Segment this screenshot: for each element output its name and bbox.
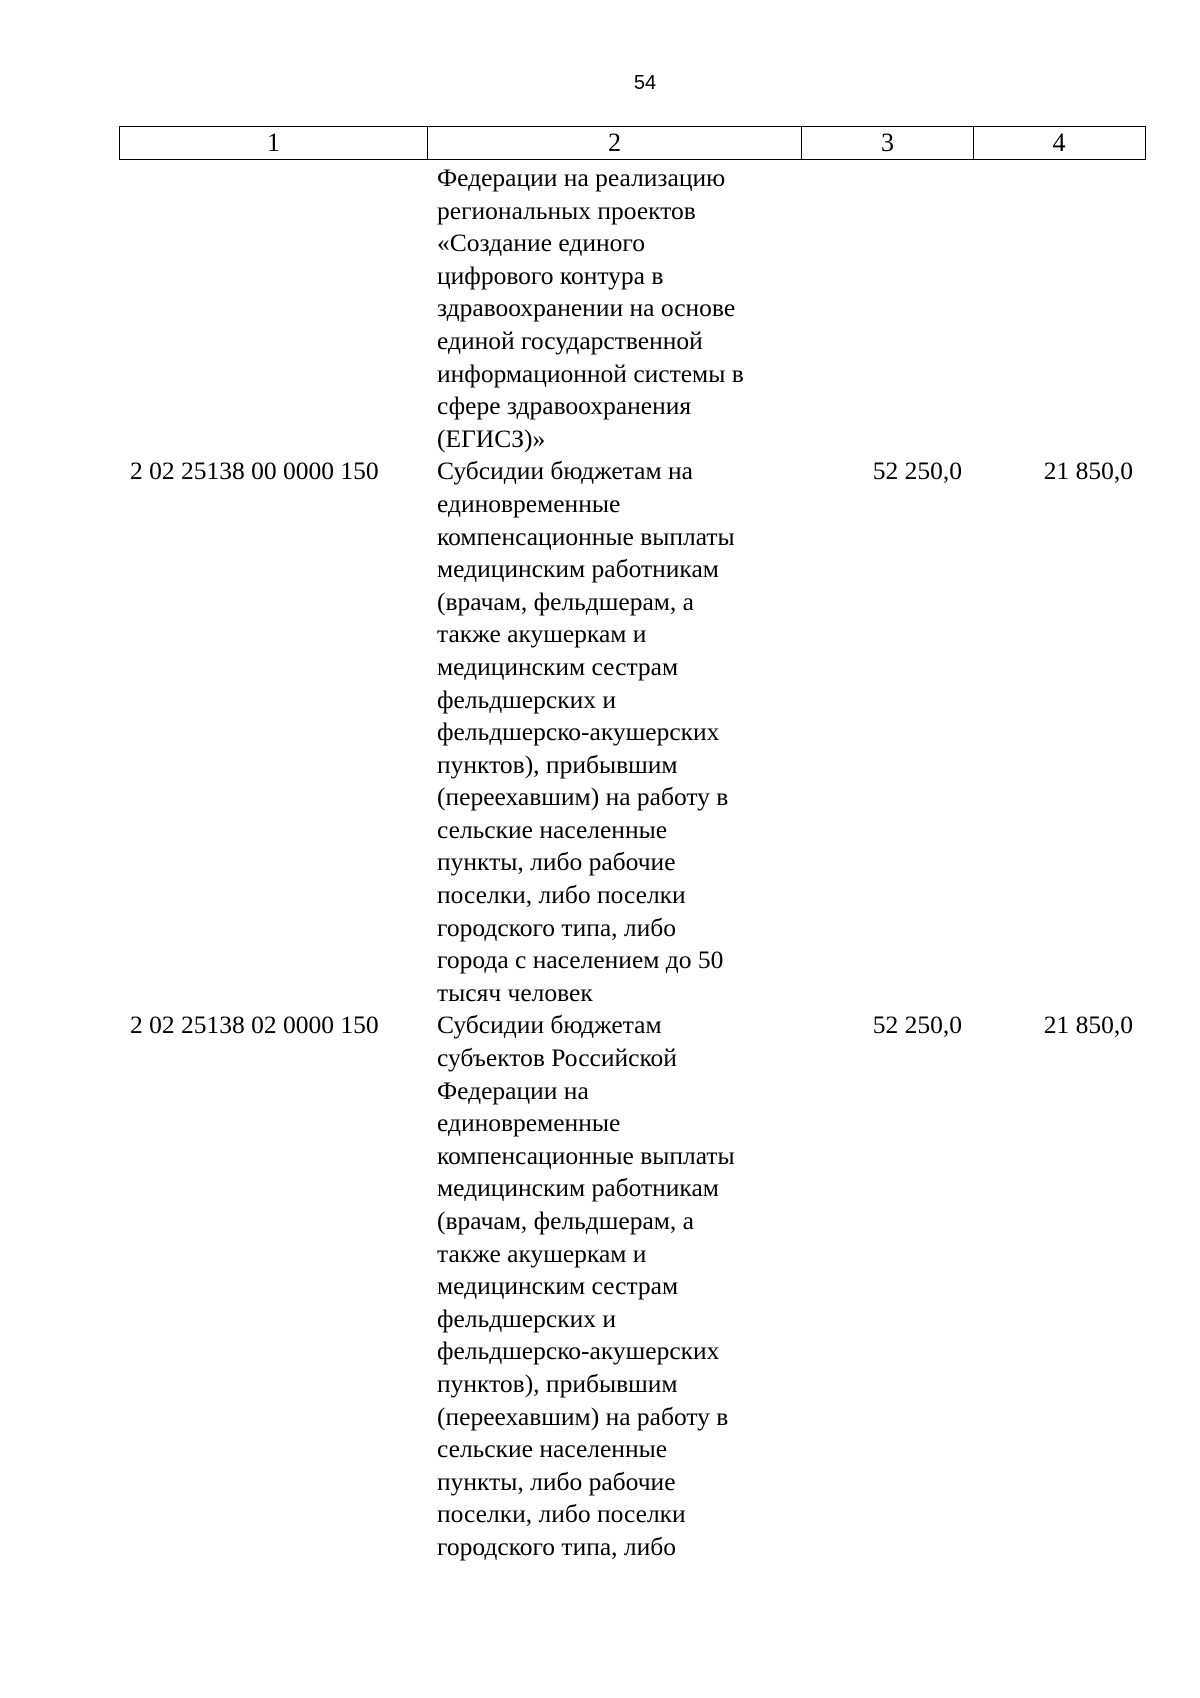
column-header-1: 1 — [120, 127, 428, 159]
table-row — [0, 455, 1200, 1009]
row-description: Субсидии бюджетам субъектов Российской Федерации на единовременные компенсационные выплаты медицинским работникам (врачам, фельдшерам, а также акушеркам и медицинским сестрам фельдшерских и фельдшерско-акушерских пунктов), прибывшим (переехавшим) на работу в сельские населенные пункты, либо рабочие поселки, либо поселки городского типа, либо — [437, 1010, 735, 1561]
page-number: 54 — [633, 72, 657, 94]
table-row — [0, 162, 1200, 455]
row-description: Федерации на реализацию региональных проектов «Создание единого цифрового контура в здравоохранении на основе единой государственной информационной системы в сфере здравоохранения (ЕГИСЗ)» — [437, 163, 744, 453]
row-value-column-3 — [797, 162, 962, 455]
column-header-3: 3 — [802, 127, 974, 159]
row-code: 2 02 25138 00 0000 150 — [130, 456, 379, 486]
row-value-column-4: 21 850,0 — [1043, 456, 1133, 486]
column-header-4: 4 — [1052, 128, 1066, 157]
row-value-column-3: 52 250,0 — [872, 456, 962, 486]
row-description: Субсидии бюджетам на единовременные компенсационные выплаты медицинским работникам (врачам, фельдшерам, а также акушеркам и медицинским сестрам фельдшерских и фельдшерско-акушерских пунктов), прибывшим (переехавшим) на работу в сельские населенные пункты, либо рабочие поселки, либо поселки городского типа, либо города с населением до 50 тысяч человек — [437, 456, 735, 1007]
table-body — [0, 162, 1200, 1564]
row-code — [0, 162, 437, 455]
column-header-2: 2 — [428, 127, 802, 159]
row-value-column-4 — [962, 162, 1133, 455]
row-value-column-3: 52 250,0 — [872, 1010, 962, 1040]
table-header-row — [119, 126, 1146, 160]
table-row — [0, 1009, 1200, 1563]
row-value-column-4: 21 850,0 — [1043, 1010, 1133, 1040]
row-code: 2 02 25138 02 0000 150 — [130, 1010, 379, 1040]
